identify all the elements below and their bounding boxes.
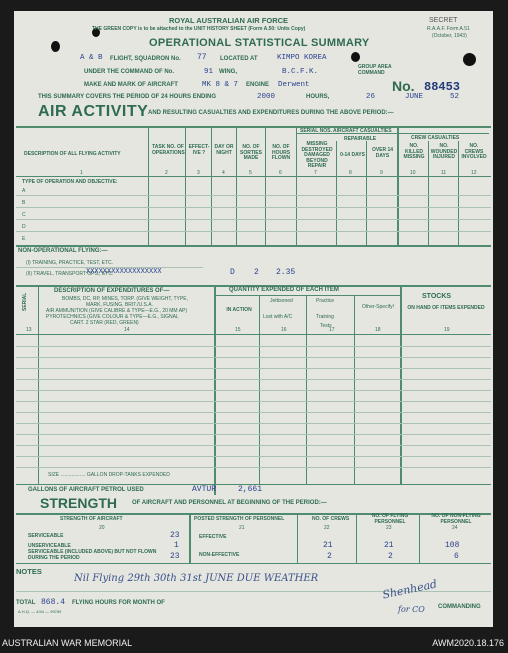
drop-tanks-label: SIZE .................. GALLON DROP-TANKS EXPENDED xyxy=(48,472,170,478)
flying-personnel-head: NO. OF FLYING PERSONNEL xyxy=(371,513,409,525)
non-effective-label: NON-EFFECTIVE xyxy=(199,552,240,558)
stocks-subtitle: ON HAND OF ITEMS EXPENDED xyxy=(407,305,485,311)
col-number: 17 xyxy=(329,327,335,333)
row-label-b: B xyxy=(22,200,26,206)
col-in-action: IN ACTION xyxy=(226,307,252,313)
col-hours: NO. OF HOURS FLOWN xyxy=(271,144,291,161)
col-number: 3 xyxy=(197,170,200,176)
aircraft-strength-head: STRENGTH OF AIRCRAFT xyxy=(60,516,123,522)
stocks-title: STOCKS xyxy=(422,293,452,300)
notes-handwritten: Nil Flying 29th 30th 31st JUNE DUE WEATHER xyxy=(74,573,319,584)
exp-desc-line: PYROTECHNICS (GIVE COLOUR & TYPE—E.G., SIGNAL xyxy=(46,314,179,320)
serviceable-not-flown-label: SERVICEABLE (INCLUDED ABOVE) BUT NOT FLOWN DURING THE PERIOD xyxy=(28,549,157,561)
row-label-a: A xyxy=(22,188,26,194)
effective-label: EFFECTIVE xyxy=(199,534,227,540)
col-number: 1 xyxy=(80,170,83,176)
air-activity-subtitle: AND RESULTING CASUALTIES AND EXPENDITURES DURING THE ABOVE PERIOD:— xyxy=(148,110,394,116)
col-serial: SERIAL xyxy=(22,292,28,311)
hours-value: 2000 xyxy=(257,93,276,101)
col-number: 15 xyxy=(235,327,241,333)
col-number: 2 xyxy=(165,170,168,176)
wing-value: B.C.F.K. xyxy=(282,68,319,76)
col-number: 22 xyxy=(324,525,330,531)
petrol-value: 2,661 xyxy=(238,485,263,494)
strength-title: STRENGTH xyxy=(40,495,117,511)
non-flying-personnel-head: NO. OF NON-FLYING PERSONNEL xyxy=(431,513,481,525)
col-number: 9 xyxy=(380,170,383,176)
total-label: TOTAL xyxy=(16,600,36,606)
col-repairable: REPAIRABLE xyxy=(344,136,377,142)
form-date: (October, 1943) xyxy=(432,33,467,39)
non-flying-non-effective: 6 xyxy=(454,552,459,561)
col-number: 24 xyxy=(452,525,458,531)
col-training: Training xyxy=(316,314,334,320)
flight-value: A & B xyxy=(80,54,103,62)
col-number: 7 xyxy=(314,170,317,176)
col-crews-involved: NO. CREWS INVOLVED xyxy=(461,143,487,160)
archive-name: AUSTRALIAN WAR MEMORIAL xyxy=(2,638,133,648)
col-other: Other-Specify! xyxy=(362,304,394,310)
travel-day-night: D xyxy=(230,268,235,277)
exp-desc-line: CART. 2 STAR (RED, GREEN) xyxy=(70,320,139,326)
located-value: KIMPO KOREA xyxy=(277,54,327,62)
col-number: 14 xyxy=(124,327,130,333)
non-operational-label: NON-OPERATIONAL FLYING:— xyxy=(18,248,108,254)
col-number: 5 xyxy=(249,170,252,176)
travel-hours: 2.35 xyxy=(276,268,296,277)
engine-value: Derwent xyxy=(278,81,310,89)
commanding-label: COMMANDING xyxy=(438,604,481,610)
col-number: 11 xyxy=(441,170,447,176)
travel-strikeout: XXXXXXXXXXXXXXXXXX xyxy=(86,268,162,276)
col-number: 12 xyxy=(471,170,477,176)
col-task: TASK NO. OF OPERATIONS xyxy=(152,144,185,156)
command-label: UNDER THE COMMAND OF No. xyxy=(84,69,174,75)
hours-label: HOURS, xyxy=(306,94,330,100)
archive-reference: AWM2020.18.176 xyxy=(432,638,504,648)
notes-label: NOTES xyxy=(16,567,42,576)
col-missing: MISSING DESTROYED DAMAGED BEYOND REPAIR xyxy=(301,141,333,169)
quantity-group: QUANTITY EXPENDED OF EACH ITEM xyxy=(229,287,339,293)
col-number: 23 xyxy=(386,525,392,531)
signature-for: for CO xyxy=(398,605,425,614)
col-jettisoned: Jettisoned xyxy=(270,298,293,304)
col-over-14-days: OVER 14 DAYS xyxy=(371,147,394,159)
travel-sorties: 2 xyxy=(254,268,259,277)
org-name: ROYAL AUSTRALIAN AIR FORCE xyxy=(169,16,289,25)
period-label: THIS SUMMARY COVERS THE PERIOD OF 24 HOURS ENDING xyxy=(38,94,217,100)
green-copy-note: THE GREEN COPY is to be attached to the UNIT HISTORY SHEET (Form A.50: Units Copy) xyxy=(92,26,306,32)
serviceable-label: SERVICEABLE xyxy=(28,533,64,539)
serviceable-not-flown-value: 23 xyxy=(170,552,180,561)
table-rule xyxy=(16,126,491,128)
serial-casualties-group: SERIAL NOS. AIRCRAFT CASUALTIES xyxy=(300,128,392,134)
flying-non-effective: 2 xyxy=(388,552,393,561)
exp-desc-line: AIR AMMUNITION (GIVE CALIBRE & TYPE—E.G., 20 MM AP) xyxy=(46,308,188,314)
punch-hole xyxy=(351,52,360,62)
travel-label: (II) TRAVEL, TRANSPORT OPS., ETC. xyxy=(26,271,114,277)
form-title: OPERATIONAL STATISTICAL SUMMARY xyxy=(149,37,370,49)
unserviceable-label: UNSERVICEABLE xyxy=(28,543,71,549)
col-killed-missing: NO. KILLED MISSING xyxy=(403,143,425,160)
strength-subtitle: OF AIRCRAFT AND PERSONNEL AT BEGINNING OF THE PERIOD:— xyxy=(132,500,327,506)
col-tests: Tests xyxy=(320,323,332,329)
engine-label: ENGINE xyxy=(246,82,270,88)
row-label-d: D xyxy=(22,224,26,230)
flying-effective: 21 xyxy=(384,541,394,550)
raaf-form: R.A.A.F. Form A.51 xyxy=(427,26,470,32)
print-reference: A.H.Q. — 4/44 — 99789 xyxy=(18,609,62,614)
row-label-e: E xyxy=(22,236,26,242)
col-number: 6 xyxy=(279,170,282,176)
signature: Shenhead xyxy=(381,577,439,602)
serviceable-value: 23 xyxy=(170,531,180,540)
col-sorties: NO. OF SORTIES MADE xyxy=(240,144,262,161)
col-number: 18 xyxy=(375,327,381,333)
crews-non-effective: 2 xyxy=(327,552,332,561)
command-value: 91 xyxy=(204,68,214,76)
squadron-value: 77 xyxy=(197,53,207,62)
date-month: JUNE xyxy=(405,93,424,101)
col-number: 10 xyxy=(410,170,416,176)
petrol-prefix: AVTUR xyxy=(192,485,217,494)
wing-label: WING, xyxy=(219,69,237,75)
total-suffix: FLYING HOURS FOR MONTH OF xyxy=(72,600,165,606)
date-year: 52 xyxy=(450,93,460,101)
type-of-operation-label: TYPE OF OPERATION AND OBJECTIVE: xyxy=(22,179,118,185)
col-0-14-days: 0-14 DAYS xyxy=(340,152,365,158)
located-label: LOCATED AT xyxy=(220,56,258,62)
exp-desc-line: BOMBS, DC, RP, MINES, TORP. (GIVE WEIGHT, TYPE, xyxy=(62,296,188,302)
col-number: 19 xyxy=(444,327,450,333)
group-area-command-label: GROUP AREA COMMAND xyxy=(358,64,392,76)
col-number: 21 xyxy=(239,525,245,531)
serial-number: 88453 xyxy=(424,80,461,94)
non-flying-effective: 108 xyxy=(445,541,460,550)
total-value: 868.4 xyxy=(41,598,66,607)
col-number: 13 xyxy=(26,327,32,333)
secret-mark: SECRET xyxy=(429,17,458,24)
make-value: MK 8 & 7 xyxy=(202,81,239,89)
row-label-c: C xyxy=(22,212,26,218)
col-day-night: DAY OR NIGHT xyxy=(214,144,234,156)
date-day: 26 xyxy=(366,93,376,101)
col-number: 8 xyxy=(349,170,352,176)
form-sheet xyxy=(14,11,493,627)
col-number: 20 xyxy=(99,525,105,531)
serial-no-label: No. xyxy=(392,78,415,94)
col-practice: Practice xyxy=(316,298,335,304)
crew-casualties-group: CREW CASUALTIES xyxy=(411,135,460,141)
col-lost-with-ac: Lost with A/C xyxy=(263,314,293,320)
crews-effective: 21 xyxy=(323,541,333,550)
make-label: MAKE AND MARK OF AIRCRAFT xyxy=(84,82,178,88)
table-rule xyxy=(16,176,491,177)
posted-strength-head: POSTED STRENGTH OF PERSONNEL xyxy=(194,516,285,522)
flight-label: FLIGHT, SQUADRON No. xyxy=(110,56,181,62)
punch-hole xyxy=(51,41,60,52)
table-rule xyxy=(16,245,491,247)
col-wounded: NO. WOUNDED INJURED xyxy=(430,143,458,160)
unserviceable-value: 1 xyxy=(174,541,179,550)
col-number: 16 xyxy=(281,327,287,333)
col-description: DESCRIPTION OF ALL FLYING ACTIVITY xyxy=(24,151,121,157)
col-exp-description: DESCRIPTION OF EXPENDITURES OF— xyxy=(54,288,170,294)
col-effective: EFFECT-IVE ? xyxy=(188,144,210,156)
air-activity-title: AIR ACTIVITY xyxy=(38,103,149,120)
petrol-label: GALLONS OF AIRCRAFT PETROL USED xyxy=(28,487,144,493)
punch-hole xyxy=(463,53,476,66)
exp-desc-line: MARK, FUSING, BRIT./U.S.A. xyxy=(86,302,153,308)
crews-head: NO. OF CREWS xyxy=(312,516,350,522)
col-number: 4 xyxy=(222,170,225,176)
training-label: (I) TRAINING, PRACTICE, TEST, ETC. xyxy=(26,260,114,266)
